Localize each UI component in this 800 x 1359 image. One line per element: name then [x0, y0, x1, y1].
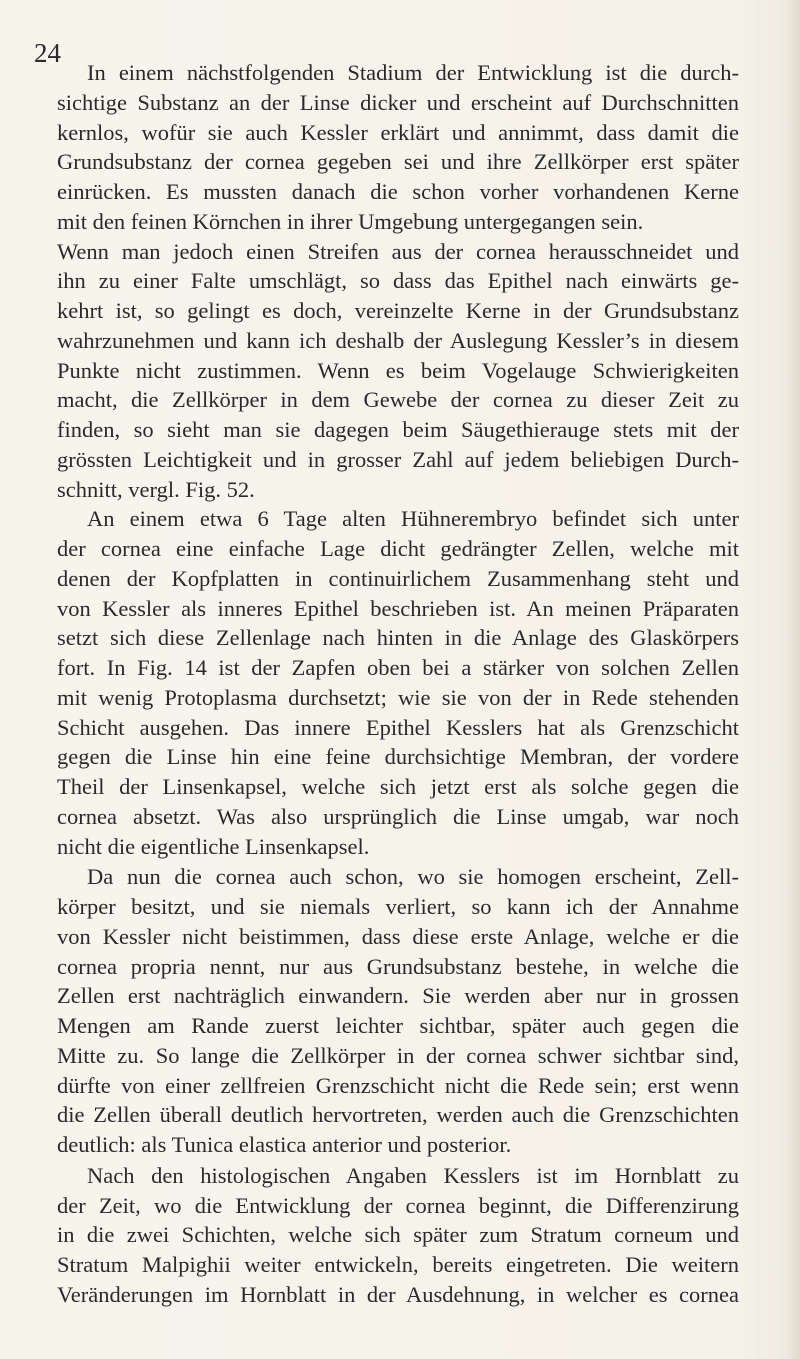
text-line: Mitte zu. So lange die Zellkörper in der cornea schwer sichtbar sind,: [57, 1042, 739, 1068]
text-line: nicht die eigentliche Linsenkapsel.: [57, 833, 370, 859]
text-line: setzt sich diese Zellenlage nach hinten in die Anlage des Glaskörpers: [57, 625, 739, 651]
body-text: [57, 58, 739, 1310]
text-line: gegen die Linse hin eine feine durchsichtige Membran, der vordere: [57, 744, 739, 770]
text-line: schnitt, vergl. Fig. 52.: [57, 476, 255, 502]
text-line: körper besitzt, und sie niemals verliert, so kann ich der Annahme: [57, 894, 739, 919]
text-line: Zellen erst nachträglich einwandern. Sie werden aber nur in grossen: [57, 983, 739, 1009]
text-line: macht, die Zellkörper in dem Gewebe der cornea zu dieser Zeit zu: [57, 387, 739, 413]
text-line: Grundsubstanz der cornea gegeben sei und ihre Zellkörper erst später: [57, 149, 739, 175]
text-line: kehrt ist, so gelingt es doch, vereinzelte Kerne in der Grundsubstanz: [57, 298, 739, 323]
text-line: denen der Kopfplatten in continuirlichem Zusammenhang steht und: [57, 565, 739, 591]
text-line: Nach den histologischen Angaben Kesslers ist im Hornblatt zu: [87, 1162, 739, 1188]
text-line: Schicht ausgehen. Das innere Epithel Kesslers hat als Grenzschicht: [57, 714, 739, 740]
text-line: Mengen am Rande zuerst leichter sichtbar, später auch gegen die: [57, 1013, 739, 1038]
text-line: der Zeit, wo die Entwicklung der cornea beginnt, die Differenzirung: [57, 1192, 739, 1218]
text-line: Veränderungen im Hornblatt in der Ausdehnung, in welcher es cornea: [57, 1281, 739, 1307]
text-line: finden, so sieht man sie dagegen beim Säugethierauge stets mit der: [57, 417, 739, 442]
text-line: die Zellen überall deutlich hervortreten, werden auch die Grenzschichten: [57, 1102, 739, 1128]
text-line: mit wenig Protoplasma durchsetzt; wie sie von der in Rede stehenden: [57, 684, 739, 710]
text-line: sichtige Substanz an der Linse dicker und erscheint auf Durchschnitten: [57, 89, 739, 115]
text-line: Punkte nicht zustimmen. Wenn es beim Vogelauge Schwierigkeiten: [57, 357, 739, 383]
text-line: mit den feinen Körnchen in ihrer Umgebung untergegangen sein.: [57, 208, 644, 234]
text-line: von Kessler nicht beistimmen, dass diese erste Anlage, welche er die: [57, 923, 739, 949]
text-line: ihn zu einer Falte umschlägt, so dass das Epithel nach einwärts ge-: [57, 268, 739, 294]
page-number: 24: [34, 38, 61, 68]
text-line: Theil der Linsenkapsel, welche sich jetzt erst als solche gegen die: [57, 774, 739, 799]
text-line: cornea absetzt. Was also ursprünglich die Linse umgab, war noch: [57, 803, 739, 829]
text-line: cornea propria nennt, nur aus Grundsubstanz bestehe, in welche die: [57, 953, 739, 979]
text-line: in die zwei Schichten, welche sich später zum Stratum corneum und: [57, 1222, 739, 1248]
text-line: In einem nächstfolgenden Stadium der Entwicklung ist die durch-: [87, 60, 739, 85]
text-line: deutlich: als Tunica elastica anterior und posterior.: [57, 1132, 512, 1157]
text-line: An einem etwa 6 Tage alten Hühnerembryo befindet sich unter: [87, 506, 739, 532]
text-line: wahrzunehmen und kann ich deshalb der Auslegung Kessler’s in diesem: [57, 327, 739, 353]
text-line: Da nun die cornea auch schon, wo sie homogen erscheint, Zell-: [87, 864, 739, 890]
text-line: fort. In Fig. 14 ist der Zapfen oben bei a stärker von solchen Zellen: [57, 655, 739, 680]
text-line: Wenn man jedoch einen Streifen aus der cornea herausschneidet und: [57, 238, 739, 264]
text-line: kernlos, wofür sie auch Kessler erklärt und annimmt, dass damit die: [57, 119, 739, 145]
text-line: einrücken. Es mussten danach die schon vorher vorhandenen Kerne: [57, 179, 739, 204]
text-line: dürfte von einer zellfreien Grenzschicht nicht die Rede sein; erst wenn: [57, 1072, 739, 1098]
text-line: von Kessler als inneres Epithel beschrieben ist. An meinen Präparaten: [57, 595, 739, 621]
text-line: grössten Leichtigkeit und in grosser Zahl auf jedem beliebigen Durch-: [57, 446, 739, 472]
page-edge-shadow: [786, 0, 800, 1359]
text-line: Stratum Malpighii weiter entwickeln, bereits eingetreten. Die weitern: [57, 1252, 739, 1277]
text-line: der cornea eine einfache Lage dicht gedrängter Zellen, welche mit: [57, 536, 739, 561]
